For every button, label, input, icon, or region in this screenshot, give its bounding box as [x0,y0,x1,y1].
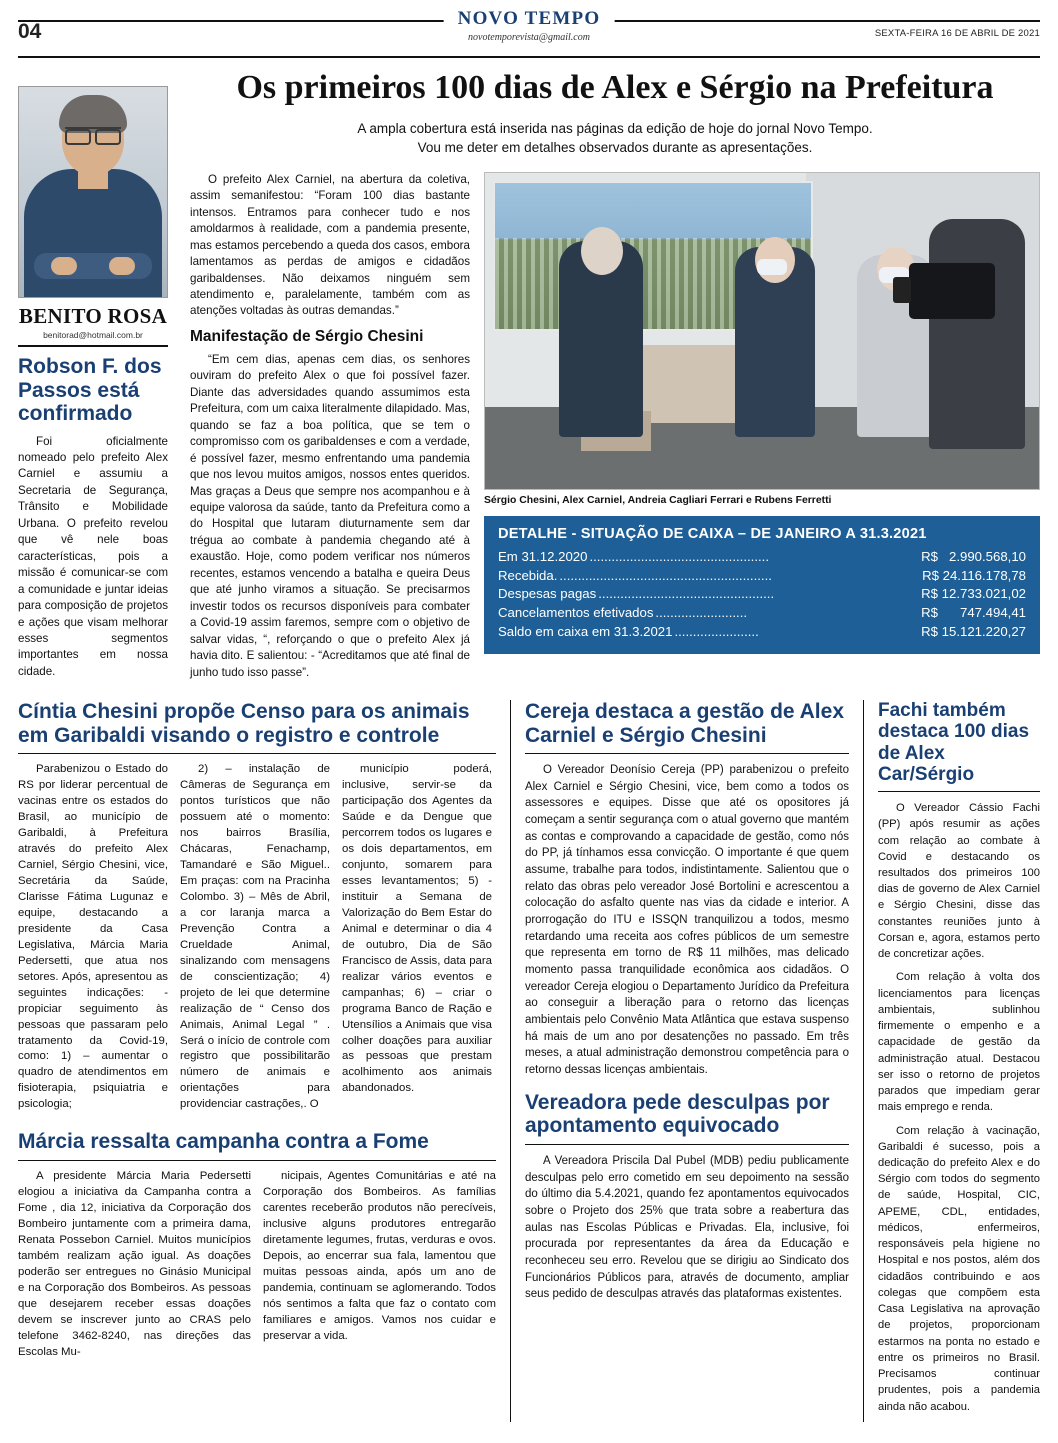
column-1 [18,1169,251,1368]
section-vereadora-headline: Vereadora pede desculpas por apontamento equivocado [524,1090,830,1138]
top-article-area [190,172,1040,688]
marcia-col1-text: A presidente Márcia Maria Pedersetti elogiou a iniciativa da Campanha contra a Fome , dia 12, iniciativa da Corporação dos Bombeiro juntamente com a primeira dama, Renata Possebon Carniel. Muitos municípios também realizam ação igual. As doações poderão ser entregues no Ginásio Municipal e na Corporação dos Bombeiros. As pessoas que desejarem receber essas doações devem se inscrever junto ao CRAS pelo telefone 3462-8240, nas direções das Escolas Mu- [18,1169,251,1358]
fachi-paragraph-2: Com relação à volta dos licenciamentos para licenças ambientais, sublinhou firmemente o empenho e a capacidade de gestão da administração atual. Destacou ser isso o retorno de projetos parados que impediam gerar mais emprego e renda. [877,971,1040,1114]
headline-deck [190,119,1040,158]
masthead-center [444,8,615,43]
section-cereja [525,700,849,1422]
marcia-col2-text: nicipais, Agentes Comunitárias e até na Corporação dos Bombeiros. As famílias carentes receberão produtos não perecíveis, inclusive alguns produtores entregarão diretamente legumes, frutas, verduras e ovos. Depois, ao encerrar sua fala, lamentou que muitas pessoas ainda, após um ano de pandemia, continuam se aglomerando. Todos nós sentimos a falta que faz o contato com familiares e amigos. Vamos nos cuidar e preservar a vida. [263,1169,496,1342]
columnist-sidebar [18,86,168,687]
cintia-col2-text: 2) – instalação de Câmeras de Segurança em pontos turísticos que não possuem até o momento: nos bairros Brasília, Chácaras, Fenachamp, Tamandaré e São Miguel.. Em praças: com na Pracinha Colombo. 3) – Mês de Abril, a cor laranja marca a Prevenção Contra a Crueldade Animal, sinalizando com mensagens de conscientização; 4) projeto de lei que determine realização de “ Censo dos Animais, Animal Legal ” . Será o início de controle com registro que possibilitarão número de animais e orientações para providenciar castrações,. O [180,763,330,1111]
cash-row-label: Recebida. [498,567,558,583]
vertical-divider [863,700,864,1422]
lower-sections [18,700,1040,1422]
cash-row-value: R$ 2.990.568,10 [921,548,1026,564]
cash-row-value: R$ 24.116.178,78 [922,567,1026,583]
cash-box-rows [498,548,1026,642]
subheading-chesini: Manifestação de Sérgio Chesini [190,327,424,345]
publication-date: SEXTA-FEIRA 16 DE ABRIL DE 2021 [874,28,1040,39]
page-number: 04 [18,20,42,43]
cash-box-title: DETALHE - SITUAÇÃO DE CAIXA – DE JANEIRO A 31.3.2021 [498,525,927,542]
section-cintia-headline: Cíntia Chesini propõe Censo para os animais em Garibaldi visando o registro e controle [18,700,470,747]
photo-caption: Sérgio Chesini, Alex Carniel, Andreia Cagliari Ferrari e Rubens Ferretti [484,494,832,506]
column-2 [180,762,330,1120]
vertical-divider [510,700,511,1422]
cash-row: Em 31.12.2020 ................................................. R$ 2.990.568,10 [498,548,1026,567]
chesini-paragraph: “Em cem dias, apenas cem dias, os senhores ouviram do prefeito Alex o que foi possível fazer. Diante das adversidades quando assumimos esta Prefeitura, com um caixa literalmente dilapidado. Mas, quando se faz a boa política, que se tem o compromisso com os garibaldenses e com a verdade, é possível fazer, mesmo enfrentando uma pandemia que nos levou muitos amigos, nossos entes queridos. Mas graças a Deus que sempre nos acompanhou e à equipe valorosa da saúde, tanto da Prefeitura como a do Hospital que lutaram diuturnamente sem dar trégua ao combate à pandemia chegando até à exaustão. Hoje, como podem verificar nos números recentes, estamos vencendo a batalha e queira Deus que até junho viramos a situação. Se precisarmos investir todos os recursos disponíveis para combater a Covid-19 assim faremos, sempre com o objetivo de salvar vidas, “, reforçando o que o prefeito Alex já havia dito. E salientou: - “Acreditamos que até final de junho tudo isso passe”. [190,352,470,679]
cash-row-label: Cancelamentos efetivados [498,605,654,621]
cash-row: Recebida. .......................................................... R$ 24.116.178,78 [498,567,1026,586]
section-cintia [18,700,496,1422]
cash-row-value: R$ 747.494,41 [921,605,1026,621]
press-conference-photo [484,172,1040,490]
columnist-email: benitorad@hotmail.com.br [43,330,143,340]
sidebar-paragraph: Foi oficialmente nomeado pelo prefeito Alex Carniel e assumiu a Secretaria de Segurança, Trânsito e Mobilidade Urbana. O prefeito revelou que vê nele boas características, pois a missão é comunicar-se com a comunidade e juntar ideias para composição de projetos e ações que visam melhorar esses segmentos importantes em nossa cidade. [18,434,168,678]
fachi-paragraph-3: Com relação à vacinação, Garibaldi é sucesso, pois a dedicação do prefeito Alex e do Sérgio com todos do segmento de saúde, Hospital, CIC, APEME, CDL, entidades, médicos, enfermeiros, responsáveis pela higiene no Hospital e nos postos, além dos cidadãos contribuindo e aos colegas que compõem esta Casa Legislativa na aprovação de projetos, proporcionam estarmos na ponta no estado e entre os primeiros no Brasil. Precisamos continuar prudentes, pois a pandemia ainda não acabou. [877,1124,1040,1413]
deck-line-2: Vou me deter em detalhes observados durante as apresentações. [417,140,813,156]
masthead [18,0,1040,58]
column-1 [18,762,168,1120]
section-marcia-headline: Márcia ressalta campanha contra a Fome [18,1130,429,1154]
columnist-name: BENITO ROSA [18,304,168,328]
publication-title: NOVO TEMPO [457,8,601,29]
cereja-paragraph: O Vereador Deonísio Cereja (PP) parabenizou o prefeito Alex Carniel e Sérgio Chesini, vice, bem como a todos os assessores e equipes. Disse que até os opositores já começam a sentir segurança com o atual governo que mantém as contas e comprovando a capacidade de gestão, como nós do PP, já tínhamos essa convicção. O importante é que quem assume, trabalhe para todos, indistintamente. Salientou que o relato das obras pelo vereador José Bortolini e acrescentou a colocação do asfalto quente nas vias da cidade e interior. A prorrogação do ITU e ISSQN tranquilizou a todos, mesmo retardando uma receita aos cofres públicos de um semestre que representa em torno de R$ 11 milhões, mas delicado momento passa tranquilidade econômica aos cidadãos. O vereador Cereja elogiou o Departamento Jurídico da Prefeitura ao conseguir a liberação para o retorno das licenças ambientais pelo Convênio Mata Atlântica que estava suspenso há mais de um ano por desatenções no passado. Em três meses, a atual administração demonstrou competência para o retorno dessas licenças ambientais. [524,764,850,1077]
sidebar-headline: Robson F. dos Passos está confirmado [18,355,162,426]
cash-situation-box [484,516,1040,654]
cash-row-value: R$ 12.733.021,02 [921,586,1026,602]
deck-line-1: A ampla cobertura está inserida nas páginas da edição de hoje do jornal Novo Tempo. [357,120,873,136]
fachi-paragraph-1: O Vereador Cássio Fachi (PP) após resumir as ações com relação ao combate à Covid e destacando os resultados dos primeiros 100 dias de governo de Alex Carniel e Sérgio Chesini, disse das constantes reuniões junto à Corsan e, agora, estamos perto de concretizar ações. [877,802,1040,961]
cash-row: Saldo em caixa em 31.3.2021 ....................... R$ 15.121.220,27 [498,623,1026,642]
vereadora-paragraph: A Vereadora Priscila Dal Pubel (MDB) pediu publicamente desculpas pelo erro cometido em seu depoimento na sessão do último dia 5.4.2021, quando fez apontamentos equivocados sobre o Projeto dos 25% que trata sobre a reabertura das aulas nas Escolas Públicas e Privadas. Ela, inclusive, foi procurada por representantes da área da Educação e reconheceu seu erro. Revelou que se dirigiu ao Sindicato dos Funcionários Públicos para, através de documento, ampliar seus pedido de desculpas através das plataformas existentes. [524,1154,850,1301]
main-photo-block [484,172,1040,688]
column-2 [263,1169,496,1368]
cash-row-label: Despesas pagas [498,586,597,602]
lead-paragraph: O prefeito Alex Carniel, na abertura da coletiva, assim semanifestou: “Foram 100 dias bastante intensos. Entramos para conhecer tudo e nos amoldarmos à realidade, com a pandemia presente, mas estamos percebendo a queda dos casos, embora lamentamos as perdas de amigos e cidadãos garibaldenses. Não deixamos ninguém sem atendimento e, paralelamente, também com as atenções voltadas às outras demandas.” [190,172,470,318]
cash-row-label: Saldo em caixa em 31.3.2021 [498,623,673,639]
cintia-col3-text: município poderá, inclusive, servir-se da participação dos Agentes da Saúde e da Dengue que percorrem todos os lugares e os dois departamentos, em conjunto, somarem para esses levantamentos; 5) - instituir a Semana de Valorização do Bem Estar do Animal e determinar o dia 4 de outubro, Dia de São Francisco de Assis, data para realizar vários eventos e campanhas; 6) – criar o programa Banco de Ração e Utensílios a Animais que visa colher doações para auxiliar as pessoas que prestam acolhimento aos animais abandonados. [342,763,492,1095]
section-cereja-headline: Cereja destaca a gestão de Alex Carniel e Sérgio Chesini [524,700,845,747]
column-3 [342,762,492,1120]
page-title: Os primeiros 100 dias de Alex e Sérgio na Prefeitura [236,69,994,106]
cintia-col1-text: Parabenizou o Estado do RS por liderar percentual de vacinas entre os estados do Brasil, ao município de Garibaldi, à Prefeitura através do prefeito Alex Carniel, Sérgio Chesini, vice, Secretária da Saúde, Clarisse Fátima Lugunaz e equipe, destacando a presidente da Casa Legislativa, Márcia Maria Pedersetti, que atua nos setores. Após, apresentou as seguintes indicações: - propiciar seguimento às pessoas que passaram pelo tratamento da Covid-19, como: 1) – aumentar o quadro de atendimentos em fisioterapia, psiquiatria e psicologia; [18,763,168,1111]
columnist-photo [18,86,168,298]
section-cintia-columns [18,762,496,1120]
section-fachi-headline: Fachi também destaca 100 dias de Alex Car/Sérgio [877,700,1030,785]
cash-row: Despesas pagas ................................................ R$ 12.733.021,02 [498,585,1026,604]
lead-column [190,172,470,688]
cash-row-label: Em 31.12.2020 [498,548,588,564]
section-fachi [878,700,1040,1422]
sidebar-body [18,434,168,681]
headline-block [190,58,1040,158]
publication-email: novotemporevista@gmail.com [468,32,590,43]
columnist-divider [18,345,168,347]
cash-row-value: R$ 15.121.220,27 [921,623,1026,639]
section-marcia-columns [18,1169,496,1368]
cash-row: Cancelamentos efetivados ......................... R$ 747.494,41 [498,604,1026,623]
